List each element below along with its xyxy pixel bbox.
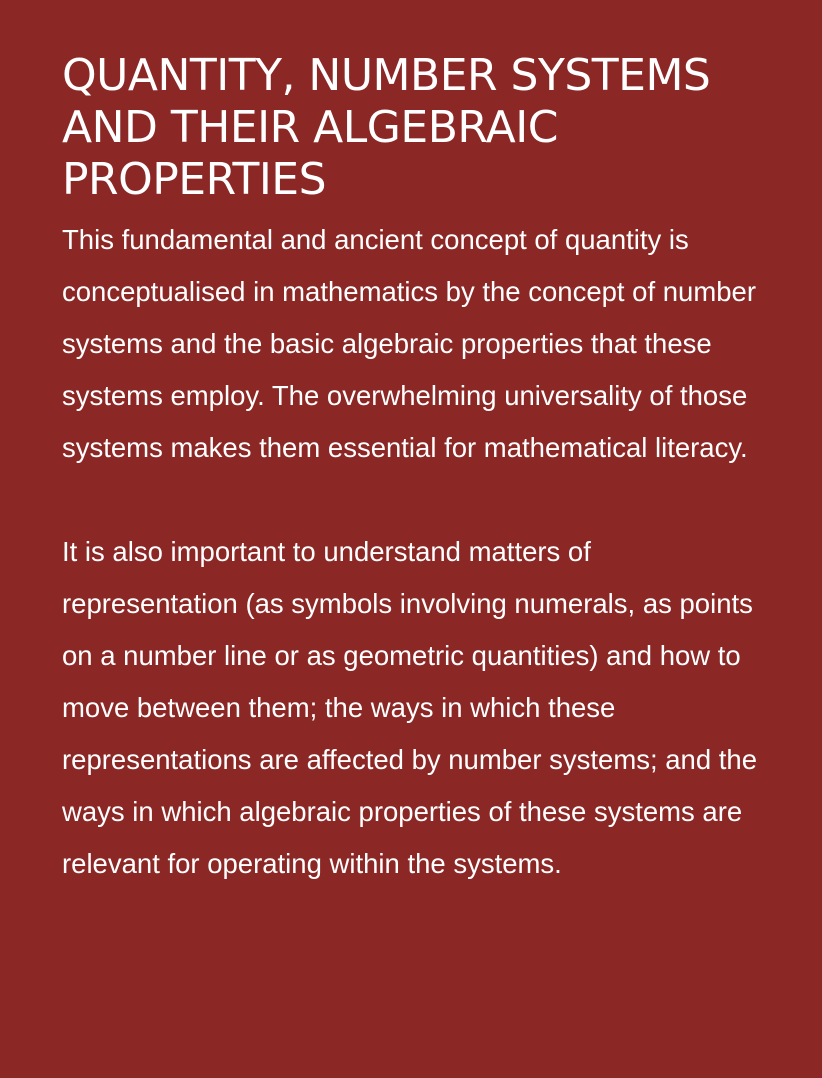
section-title: QUANTITY, NUMBER SYSTEMS AND THEIR ALGEBRAIC PROPERTIES — [62, 50, 711, 205]
body-paragraph-2: It is also important to understand matters of representation (as symbols involving numerals, as points on a number line or as geometric quantities) and how to move between them; the ways in which these representations are affected by number systems; and the ways in which algebraic properties of these systems are relevant for operating within the systems. — [62, 536, 758, 879]
body-paragraph-1: This fundamental and ancient concept of quantity is conceptualised in mathematics by the concept of number systems and the basic algebraic properties that these systems employ. The overwhelming universality of those systems makes them essential for mathematical literacy. — [62, 224, 756, 463]
